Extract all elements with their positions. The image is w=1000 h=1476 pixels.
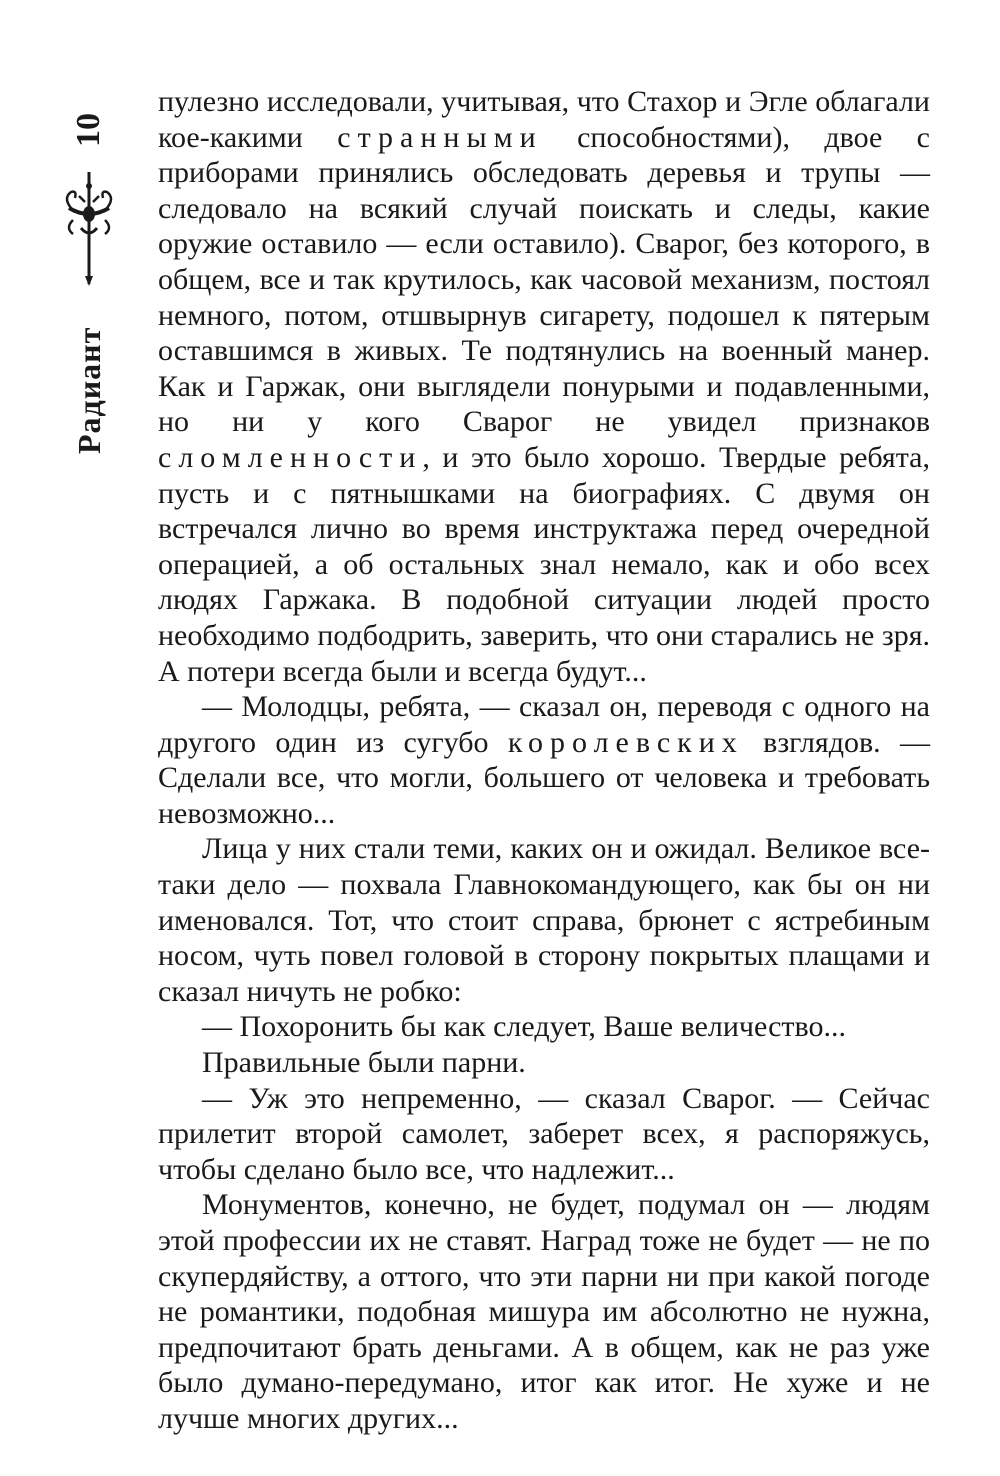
page-number: 10 <box>70 113 107 147</box>
sword-ornament-icon <box>59 168 119 288</box>
body-text <box>158 84 930 1437</box>
text-run: пулезно исследовали, учитывая, что Стахор и Эгле облагали кое-какими <box>158 85 930 154</box>
text-run: Правильные были парни. <box>202 1046 526 1080</box>
paragraph <box>158 1187 930 1436</box>
paragraph <box>158 831 930 1009</box>
margin-rail <box>55 80 125 480</box>
text-run: Лица у них стали теми, каких он и ожидал. Великое все-таки дело — похвала Главнокомандующего, как бы он ни именовался. Тот, что стоит справа, брюнет с ястребиным носом, чуть повел головой в сторону покрытых плащами и сказал ничуть не робко: <box>158 832 930 1008</box>
text-run: — Похоронить бы как следует, Ваше величество... <box>202 1010 846 1044</box>
paragraph <box>158 689 930 831</box>
text-run: взглядов. — Сделали все, что могли, большего от человека и требовать невозможно... <box>158 725 930 830</box>
spaced-emphasis: странными <box>337 120 543 154</box>
spaced-emphasis: королевских <box>507 725 744 759</box>
text-run: — Уж это непременно, — сказал Сварог. — Сейчас прилетит второй самолет, заберет всех, я распоряжусь, чтобы сделано было все, что надлежит... <box>158 1081 930 1186</box>
book-title: Радиант <box>71 326 107 454</box>
text-run: способностями), двое с приборами принялись обследовать деревья и трупы — следовало на всякий случай поискать и следы, какие оружие оставило — если оставило). Сварог, без которого, в общем, все и так крутилось, как часовой механизм, постоял немного, потом, отшвырнув сигарету, подошел к пятерым оставшимся в живых. Те подтянулись на военный манер. Как и Гаржак, они выглядели понурыми и подавленными, но ни у кого Сварог не увидел признаков <box>158 120 930 439</box>
text-run: — Молодцы, ребята, — сказал он, переводя с одного на другого один из сугубо <box>158 690 930 759</box>
spaced-emphasis: сломленности <box>158 440 423 474</box>
paragraph <box>158 1045 930 1081</box>
paragraph <box>158 1081 930 1188</box>
text-run: Монументов, конечно, не будет, подумал он — людям этой профессии их не ставят. Наград тоже не будет — не по скупердяйству, а оттого, что эти парни ни при какой погоде не романтики, подобная мишура им абсолютно не нужна, предпочитают брать деньгами. А в общем, как не раз уже было думано-передумано, итог как итог. Не хуже и не лучше многих других... <box>158 1188 930 1435</box>
text-run: , и это было хорошо. Твердые ребята, пусть и с пятнышками на биографиях. С двумя он встречался лично во время инструктажа перед очередной операцией, а об остальных знал немало, как и обо всех людях Гаржака. В подобной ситуации людей просто необходимо подбодрить, заверить, что они старались не зря. А потери всегда были и всегда будут... <box>158 440 930 688</box>
paragraph <box>158 84 930 689</box>
paragraph <box>158 1009 930 1045</box>
